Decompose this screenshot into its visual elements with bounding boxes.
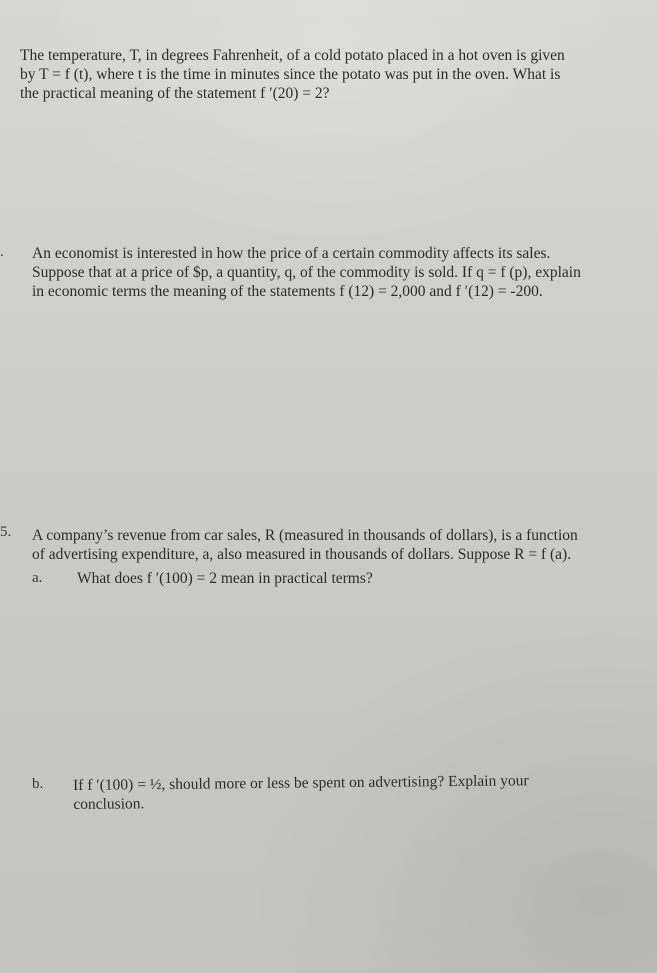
- question-line: The temperature, T, in degrees Fahrenheit, of a cold potato placed in a hot oven is given: [20, 47, 565, 64]
- question-economist: [32, 244, 632, 301]
- part-a-label: a.: [32, 570, 43, 586]
- question-line: A company’s revenue from car sales, R (measured in thousands of dollars), is a function: [32, 527, 578, 544]
- question-line: in economic terms the meaning of the statements f (12) = 2,000 and f ′(12) = -200.: [32, 283, 543, 300]
- question-revenue: [32, 526, 632, 564]
- part-b-label: b.: [32, 776, 44, 792]
- question-line: the practical meaning of the statement f ′(20) = 2?: [20, 85, 330, 102]
- question-line: If f ′(100) = ½, should more or less be spent on advertising? Explain your: [73, 772, 529, 794]
- question-line: Suppose that at a price of $p, a quantity, q, of the commodity is sold. If q = f (p), explain: [32, 264, 581, 281]
- part-b-text: [73, 771, 593, 814]
- part-a-text: What does f ′(100) = 2 mean in practical terms?: [77, 570, 373, 587]
- question-line: of advertising expenditure, a, also measured in thousands of dollars. Suppose R = f (a).: [32, 546, 572, 563]
- question-number: 5.: [0, 524, 12, 540]
- question-number: .: [0, 244, 4, 260]
- question-temperature: [20, 46, 635, 103]
- question-line: conclusion.: [73, 795, 145, 813]
- question-line: by T = f (t), where t is the time in minutes since the potato was put in the oven. What is: [20, 66, 561, 83]
- question-line: An economist is interested in how the price of a certain commodity affects its sales.: [32, 245, 551, 262]
